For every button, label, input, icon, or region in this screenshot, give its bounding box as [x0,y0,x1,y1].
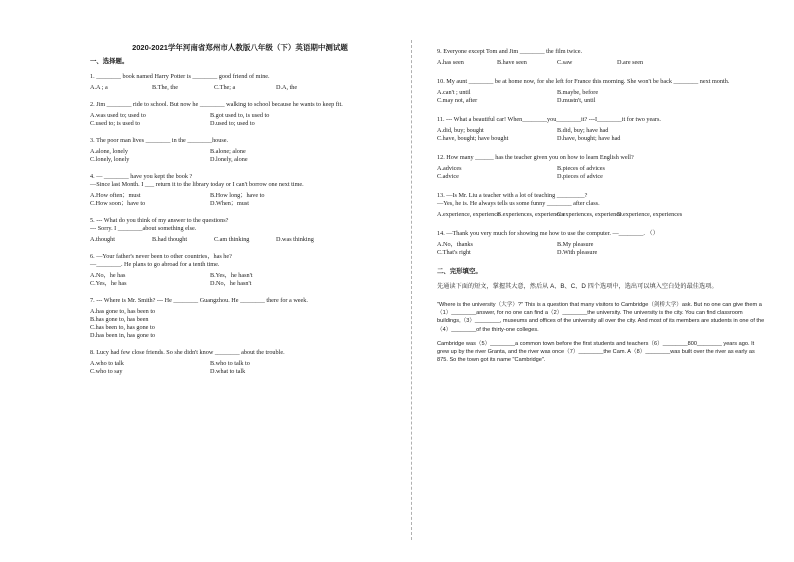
answer-option: D.With pleasure [557,249,598,256]
answer-option: B.Yes，he hasn't [210,272,253,279]
answer-option: A.alone, lonely [90,148,128,155]
answer-option: B.has gone to, has been [90,316,149,323]
cloze-instruction: 先通读下面的短文，掌握其大意，然后从 A、B、C、D 四个选项中，选出可以填入空白处的最佳选项。 [437,283,718,290]
section-title-cloze: 二、完形填空。 [437,268,482,275]
answer-option: C.have, bought; have bought [437,135,509,142]
answer-option: D.was thinking [276,236,314,243]
answer-option: A.A ; a [90,84,108,91]
answer-option: D.mustn't, until [557,97,596,104]
question-stem: 3. The poor man lives ________ in the ________house. [90,137,229,144]
answer-option: D.are seen [617,59,644,66]
question-item [90,101,390,128]
question-stem-line-2: —________. He plans to go abroad for a tenth time. [90,261,220,268]
answer-option: B.experiences, experiences [497,211,565,218]
answer-options [437,59,767,67]
left-question-list [90,73,390,376]
exam-title: 2020-2021学年河南省郑州市人教版八年级（下）英语期中测试题 [132,43,348,52]
answer-options [90,84,390,92]
answer-option: D.has been in, has gone to [90,332,156,339]
question-stem: 1. ________ book named Harry Potter is ________ good friend of mine. [90,73,270,80]
answer-option: C.who to say [90,368,123,375]
question-item [437,154,767,181]
cloze-passage-paragraph-2: Cambridge was（5）________a common town before the first students and teachers（6）________800________ years ago. It grew up by the river Granta, and the river was once（7）________the Cam. A（8）________was built over the river as early as 875. So the town got its name "Cambridge". [437,340,755,364]
answer-options [437,165,767,181]
question-stem: 14. —Thank you very much for showing me how to use the computer. —________. （） [437,230,659,237]
answer-option: B.who to talk to [210,360,250,367]
answer-option: D.pieces of advice [557,173,603,180]
answer-options [437,89,767,105]
answer-options [90,148,390,164]
answer-option: A.No，he has [90,272,126,279]
answer-option: C.How soon；have to [90,200,146,207]
question-stem: 6. —Your father's never been to other countries，has he? [90,253,232,260]
question-stem-line-2: —Yes, he is. He always tells us some funny ________ after class. [437,200,600,207]
answer-option: B.pieces of advices [557,165,605,172]
question-item [437,48,767,67]
answer-option: D.lonely, alone [210,156,248,163]
answer-option: D.When；must [210,200,250,207]
answer-option: B.did, buy; have had [557,127,609,134]
question-stem: 12. How many ______ has the teacher given you on how to learn English well? [437,154,634,161]
answer-option: C.has been to, has gone to [90,324,155,331]
answer-option: A.advices [437,165,462,172]
question-item [437,116,767,143]
question-item [90,349,390,376]
answer-options [90,236,390,244]
answer-option: B.had thought [152,236,188,243]
answer-option: C.Yes，he has [90,280,127,287]
question-item [437,192,767,219]
section-title-choice: 一、选择题。 [90,58,129,65]
answer-option: B.got used to, is used to [210,112,270,119]
answer-option: A.experience, experience [437,211,500,218]
answer-option: C.used to; is used to [90,120,141,127]
answer-options [90,308,390,340]
answer-option: B.alone; alone [210,148,246,155]
answer-option: A.thought [90,236,115,243]
question-stem-line-2: --- Sorry. I ________about something else. [90,225,197,232]
answer-option: C.am thinking [214,236,250,243]
question-item [90,173,390,208]
question-stem: 7. --- Where is Mr. Smith? --- He ________ Guangzhou. He ________ there for a week. [90,297,308,304]
answer-option: D.used to; used to [210,120,255,127]
answer-option: A.can't ; until [437,89,471,96]
answer-option: D.No，he hasn't [210,280,252,287]
question-stem-line-2: —Since last Month. I ___ return it to the library today or I can't borrow one next time. [90,181,304,188]
question-item [90,253,390,288]
answer-options [437,127,767,143]
answer-option: B.How long；have to [210,192,265,199]
cloze-passage-paragraph-1: "Where is the university（大学）?" This is a question that many visitors to Cambridge（剑桥大学）ask. But no one can give them a（1）________answer, for no one can find a（2）________the university. The university is the city. You can find classroom buildings,（3）________, museums and offices of the university all over the city. And most of its members are students in one of the（4）________of the thirty-one colleges. [437,302,765,333]
question-stem: 5. --- What do you think of my answer to the questions? [90,217,229,224]
answer-option: D.A, the [276,84,298,91]
question-item [90,137,390,164]
question-stem: 8. Lucy had few close friends. So she didn't know ________ about the trouble. [90,349,285,356]
answer-option: A.How often；must [90,192,141,199]
question-stem: 2. Jim ________ ride to school. But now he ________ walking to school because he wants to keep fit. [90,101,343,108]
answer-option: A.No，thanks [437,241,473,248]
answer-option: B.The, the [152,84,178,91]
answer-option: B.maybe, before [557,89,599,96]
answer-option: A.has gone to, has been to [90,308,156,315]
question-item [90,217,390,244]
question-stem: 13. —Is Mr. Liu a teacher with a lot of teaching _________? [437,192,588,199]
answer-option: D.have, bought; have had [557,135,621,142]
answer-option: C.saw [557,59,573,66]
question-stem: 11. --- What a beautiful car! When________you________it? ---I________it for two years. [437,116,661,123]
answer-option: B.My pleasure [557,241,594,248]
answer-options [90,360,390,376]
answer-options [90,272,390,288]
right-column [437,48,767,370]
left-column [90,44,390,385]
answer-options [90,192,390,208]
answer-option: C.experiences, experience [557,211,622,218]
question-item [437,78,767,105]
question-stem: 10. My aunt ________ be at home now, for she left for France this morning. She won't be back ________ next month. [437,78,730,85]
question-item [90,297,390,340]
answer-option: D.what to talk [210,368,246,375]
right-question-list [437,48,767,257]
answer-option: B.have seen [497,59,527,66]
answer-option: D.experience, experiences [617,211,683,218]
question-item [90,73,390,92]
answer-option: A.has seen [437,59,464,66]
answer-options [437,211,767,219]
question-stem: 4. — ________ have you kept the book ? [90,173,193,180]
answer-options [90,112,390,128]
answer-option: C.The; a [214,84,236,91]
answer-option: A.was used to; used to [90,112,146,119]
page-divider [411,40,412,540]
answer-option: C.advice [437,173,459,180]
answer-option: A.who to talk [90,360,124,367]
question-stem: 9. Everyone except Tom and Jim ________ the film twice. [437,48,582,55]
answer-option: C.may not, after [437,97,478,104]
answer-option: C.That's right [437,249,471,256]
answer-option: C.lonely, lonely [90,156,130,163]
answer-option: A.did, buy; bought [437,127,484,134]
question-item [437,230,767,257]
answer-options [437,241,767,257]
